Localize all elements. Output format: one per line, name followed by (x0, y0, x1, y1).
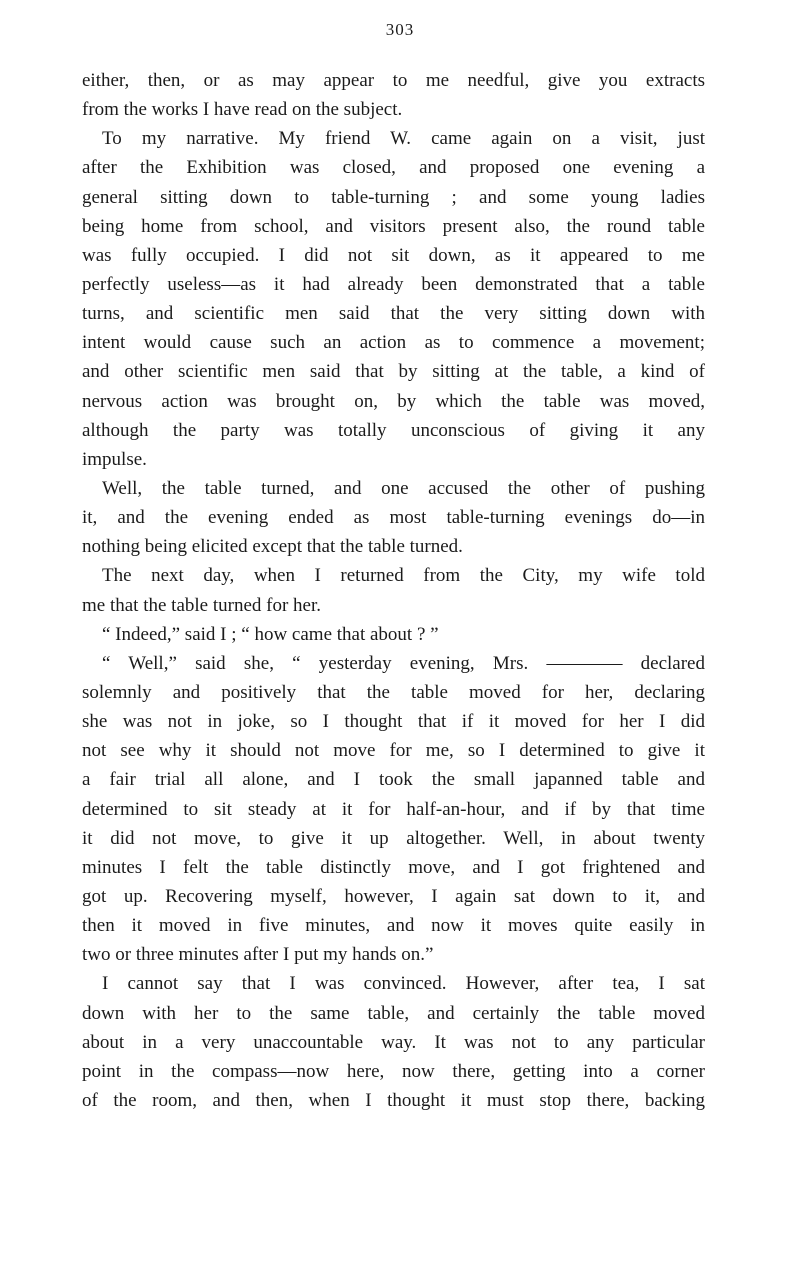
text-line: two or three minutes after I put my hands on.” (82, 944, 434, 966)
text-line: it did not move, to give it up altogether. Well, in about twenty (82, 827, 705, 849)
text-line: Well, the table turned, and one accused the other of pushing (102, 477, 705, 499)
text-line: not see why it should not move for me, so I determined to give it (82, 740, 705, 762)
text-line: I cannot say that I was convinced. However, after tea, I sat (102, 973, 705, 995)
text-line: me that the table turned for her. (82, 594, 321, 616)
text-line: got up. Recovering myself, however, I again sat down to it, and (82, 885, 705, 907)
text-line: nervous action was brought on, by which the table was moved, (82, 390, 705, 412)
text-line: minutes I felt the table distinctly move, and I got frightened and (82, 856, 705, 878)
text-line: down with her to the same table, and certainly the table moved (82, 1002, 705, 1024)
text-line: intent would cause such an action as to commence a movement; (82, 332, 705, 354)
text-line: about in a very unaccountable way. It was not to any particular (82, 1031, 705, 1053)
text-line: The next day, when I returned from the City, my wife told (102, 565, 705, 587)
text-line: nothing being elicited except that the table turned. (82, 536, 463, 558)
text-line: impulse. (82, 448, 147, 470)
page-number: 303 (385, 20, 415, 39)
body-text (82, 66, 705, 1115)
text-line: from the works I have read on the subject. (82, 99, 403, 121)
text-line: “ Indeed,” said I ; “ how came that about ? ” (102, 623, 439, 645)
text-line: “ Well,” said she, “ yesterday evening, Mrs. ———— declared (102, 652, 705, 674)
text-line: although the party was totally unconscious of giving it any (82, 419, 705, 441)
text-line: and other scientific men said that by sitting at the table, a kind of (82, 361, 705, 383)
text-line: general sitting down to table-turning ; and some young ladies (82, 186, 705, 208)
text-line: turns, and scientific men said that the very sitting down with (82, 303, 705, 325)
text-line: being home from school, and visitors present also, the round table (82, 215, 705, 237)
text-line: she was not in joke, so I thought that if it moved for her I did (82, 711, 705, 733)
text-line: then it moved in five minutes, and now it moves quite easily in (82, 915, 705, 937)
text-line: perfectly useless—as it had already been demonstrated that a table (82, 273, 705, 295)
text-line: solemnly and positively that the table moved for her, declaring (82, 681, 705, 703)
text-line: it, and the evening ended as most table-turning evenings do—in (82, 507, 705, 529)
text-line: of the room, and then, when I thought it must stop there, backing (82, 1089, 705, 1111)
text-line: point in the compass—now here, now there, getting into a corner (82, 1060, 705, 1082)
text-line: determined to sit steady at it for half-an-hour, and if by that time (82, 798, 705, 820)
text-line: after the Exhibition was closed, and proposed one evening a (82, 157, 705, 179)
text-line: was fully occupied. I did not sit down, as it appeared to me (82, 244, 705, 266)
text-line: To my narrative. My friend W. came again on a visit, just (102, 128, 705, 150)
text-line: either, then, or as may appear to me needful, give you extracts (82, 70, 705, 91)
text-line: a fair trial all alone, and I took the small japanned table and (82, 769, 705, 791)
